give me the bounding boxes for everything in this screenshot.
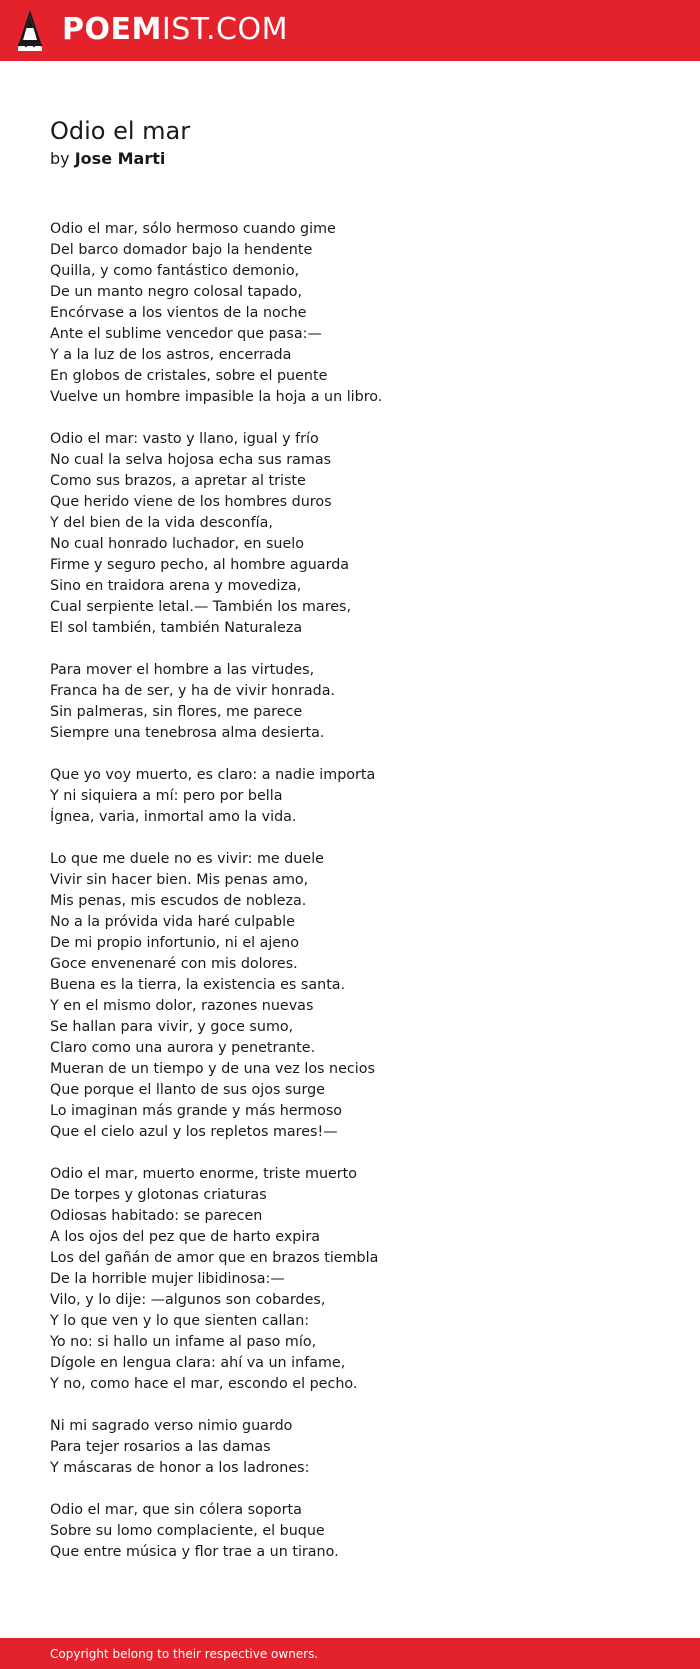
poem-line: Goce envenenaré con mis dolores.	[50, 956, 298, 972]
poem-stanza	[50, 1416, 670, 1479]
poem-line: Odio el mar, sólo hermoso cuando gime	[50, 221, 336, 237]
brand-bold: POEM	[62, 12, 162, 47]
poem-line: De mi propio infortunio, ni el ajeno	[50, 935, 299, 951]
poem-line: No cual la selva hojosa echa sus ramas	[50, 452, 332, 468]
poem-stanza	[50, 429, 670, 639]
poem-stanza	[50, 1164, 670, 1395]
poem-line: Vuelve un hombre impasible la hoja a un libro.	[50, 389, 383, 405]
poem-stanza	[50, 765, 670, 828]
copyright-text: Copyright belong to their respective owners.	[50, 1647, 319, 1661]
poem-line: Franca ha de ser, y ha de vivir honrada.	[50, 683, 336, 699]
by-label: by	[50, 149, 70, 168]
poem-line: Vilo, y lo dije: —algunos son cobardes,	[50, 1292, 326, 1308]
poem-line: Lo que me duele no es vivir: me duele	[50, 851, 324, 867]
poem-line: Que yo voy muerto, es claro: a nadie importa	[50, 767, 376, 783]
poem-line: Mis penas, mis escudos de nobleza.	[50, 893, 307, 909]
poem-line: Claro como una aurora y penetrante.	[50, 1040, 316, 1056]
poem-line: Odio el mar, muerto enorme, triste muerto	[50, 1166, 358, 1182]
poem-line: Del barco domador bajo la hendente	[50, 242, 313, 258]
poem-line: Cual serpiente letal.— También los mares,	[50, 599, 352, 615]
poem-line: Y ni siquiera a mí: pero por bella	[50, 788, 283, 804]
poem-line: Quilla, y como fantástico demonio,	[50, 263, 300, 279]
poem-line: Lo imaginan más grande y más hermoso	[50, 1103, 343, 1119]
poem-line: Que herido viene de los hombres duros	[50, 494, 332, 510]
site-brand[interactable]	[62, 13, 288, 47]
poem-line: Y en el mismo dolor, razones nuevas	[50, 998, 314, 1014]
poem-line: Y lo que ven y lo que sienten callan:	[50, 1313, 310, 1329]
poem-line: Y máscaras de honor a los ladrones:	[50, 1460, 310, 1476]
pencil-icon[interactable]	[18, 10, 42, 51]
poem-line: En globos de cristales, sobre el puente	[50, 368, 328, 384]
poem-line: De un manto negro colosal tapado,	[50, 284, 303, 300]
poem-title: Odio el mar	[50, 117, 191, 145]
poem-line: Sobre su lomo complaciente, el buque	[50, 1523, 325, 1539]
poem-line: Ígnea, varia, inmortal amo la vida.	[50, 809, 297, 825]
poem-stanza	[50, 849, 670, 1143]
poem-line: Y no, como hace el mar, escondo el pecho.	[50, 1376, 358, 1392]
poem-line: Ante el sublime vencedor que pasa:—	[50, 326, 322, 342]
poem-line: Para mover el hombre a las virtudes,	[50, 662, 315, 678]
poem-line: Los del gañán de amor que en brazos tiembla	[50, 1250, 379, 1266]
site-header	[0, 0, 700, 61]
author-link[interactable]: Jose Marti	[74, 149, 166, 168]
brand-light: IST.COM	[161, 12, 288, 47]
poem-line: Como sus brazos, a apretar al triste	[50, 473, 306, 489]
poem-line: Que entre música y flor trae a un tirano.	[50, 1544, 339, 1560]
byline	[50, 149, 165, 169]
poem-line: No a la próvida vida haré culpable	[50, 914, 295, 930]
poem-line: Odiosas habitado: se parecen	[50, 1208, 263, 1224]
site-footer	[0, 1638, 700, 1669]
poem-stanza	[50, 1500, 670, 1563]
poem-line: Odio el mar: vasto y llano, igual y frío	[50, 431, 319, 447]
poem-line: Mueran de un tiempo y de una vez los necios	[50, 1061, 375, 1077]
poem-line: Que porque el llanto de sus ojos surge	[50, 1082, 325, 1098]
poem-line: Buena es la tierra, la existencia es santa.	[50, 977, 346, 993]
poem-line: Para tejer rosarios a las damas	[50, 1439, 271, 1455]
poem-line: Que el cielo azul y los repletos mares!—	[50, 1124, 338, 1140]
poem-line: Dígole en lengua clara: ahí va un infame,	[50, 1355, 346, 1371]
poem-line: A los ojos del pez que de harto expira	[50, 1229, 320, 1245]
poem-line: Firme y seguro pecho, al hombre aguarda	[50, 557, 350, 573]
poem-line: De la horrible mujer libidinosa:—	[50, 1271, 285, 1287]
poem-line: Y del bien de la vida desconfía,	[50, 515, 273, 531]
poem-line: Ni mi sagrado verso nimio guardo	[50, 1418, 293, 1434]
poem-line: Odio el mar, que sin cólera soporta	[50, 1502, 302, 1518]
poem-line: Sin palmeras, sin flores, me parece	[50, 704, 303, 720]
poem-stanza	[50, 219, 670, 408]
poem-line: Encórvase a los vientos de la noche	[50, 305, 307, 321]
poem-line: No cual honrado luchador, en suelo	[50, 536, 304, 552]
poem-line: Vivir sin hacer bien. Mis penas amo,	[50, 872, 309, 888]
poem-line: Yo no: si hallo un infame al paso mío,	[50, 1334, 317, 1350]
poem-line: Y a la luz de los astros, encerrada	[50, 347, 292, 363]
poem-line: Siempre una tenebrosa alma desierta.	[50, 725, 325, 741]
poem-body	[50, 219, 670, 1584]
poem-line: Sino en traidora arena y movediza,	[50, 578, 302, 594]
poem-line: Se hallan para vivir, y goce sumo,	[50, 1019, 294, 1035]
poem-stanza	[50, 660, 670, 744]
poem-line: De torpes y glotonas criaturas	[50, 1187, 267, 1203]
poem-line: El sol también, también Naturaleza	[50, 620, 303, 636]
